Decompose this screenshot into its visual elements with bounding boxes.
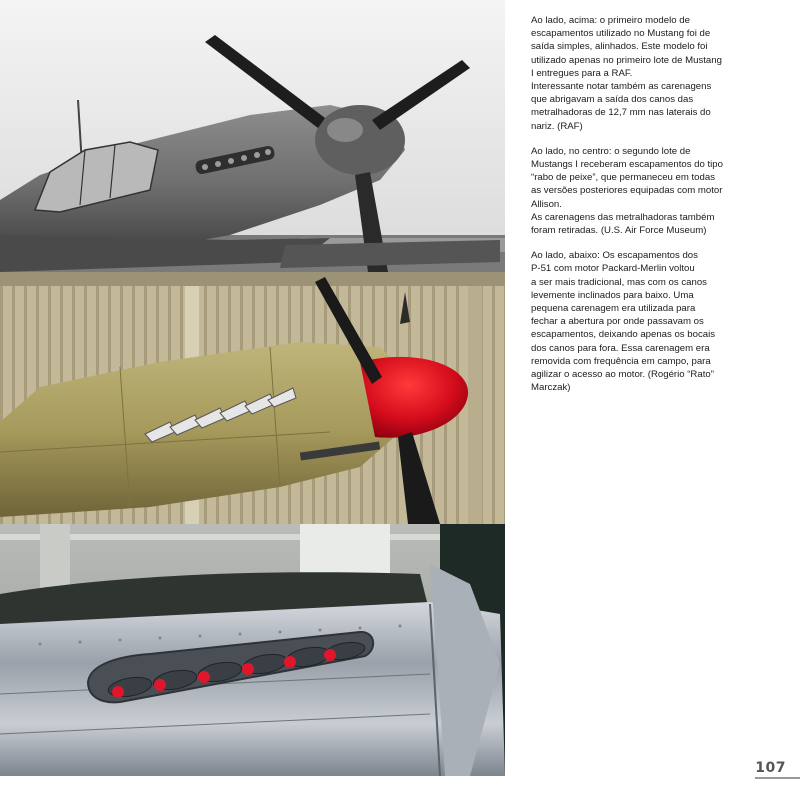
caption-line: levemente inclinados para baixo. Uma [531, 289, 694, 301]
caption-line: foram retiradas. (U.S. Air Force Museum) [531, 225, 707, 237]
caption-line: que abrigavam a saída dos canos das [531, 94, 694, 106]
caption-line: Ao lado, acima: o primeiro modelo de [531, 15, 690, 26]
caption-line: escapamentos utilizado no Mustang foi de [531, 28, 711, 40]
caption-line: As carenagens das metralhadoras também [531, 211, 715, 223]
caption-line: Mustangs I receberam escapamentos do tipo [531, 159, 723, 171]
caption-line: utilizado apenas no primeiro lote de Mustang [531, 54, 722, 66]
captions-column [531, 14, 793, 406]
caption-line: I entregues para a RAF. [531, 67, 633, 79]
caption-line: Allison. [531, 198, 562, 210]
caption-line: Ao lado, abaixo: Os escapamentos dos [531, 250, 698, 262]
caption-line: Marczak) [531, 382, 571, 394]
caption-line: “rabo de peixe”, que permaneceu em todas [531, 172, 715, 184]
caption-line: dos canos para fora. Essa carenagem era [531, 342, 710, 354]
caption-line: P-51 com motor Packard-Merlin voltou [531, 263, 695, 275]
page-number: 107 [755, 760, 786, 776]
photo-top-mustang-bw [0, 0, 505, 272]
caption-line: escapamentos, deixando apenas os bocais [531, 329, 716, 341]
photo-top-image [0, 0, 505, 272]
caption-line: removida com frequência em campo, para [531, 355, 711, 367]
caption-line: Interessante notar também as carenagens [531, 81, 712, 93]
caption-line: metralhadoras de 12,7 mm nas laterais do [531, 107, 711, 119]
caption-line: saída simples, alinhados. Este modelo foi [531, 41, 708, 53]
caption-middle [531, 145, 793, 237]
page-number-rule [755, 777, 800, 779]
photo-middle-mustang-red-spinner [0, 272, 505, 524]
caption-line: a ser mais tradicional, mas com os canos [531, 276, 707, 288]
photo-middle-image [0, 272, 505, 524]
caption-line: nariz. (RAF) [531, 120, 583, 132]
caption-bottom [531, 249, 793, 394]
caption-line: fechar a abertura por onde passavam os [531, 316, 704, 328]
caption-line: as versões posteriores equipadas com motor [531, 185, 723, 197]
caption-line: Ao lado, no centro: o segundo lote de [531, 145, 691, 157]
photo-bottom-image [0, 524, 505, 776]
caption-top [531, 14, 793, 133]
caption-line: agilizar o acesso ao motor. (Rogério “Rato” [531, 369, 714, 381]
caption-line: pequena carenagem era utilizada para [531, 303, 696, 315]
photo-bottom-p51-merlin [0, 524, 505, 776]
